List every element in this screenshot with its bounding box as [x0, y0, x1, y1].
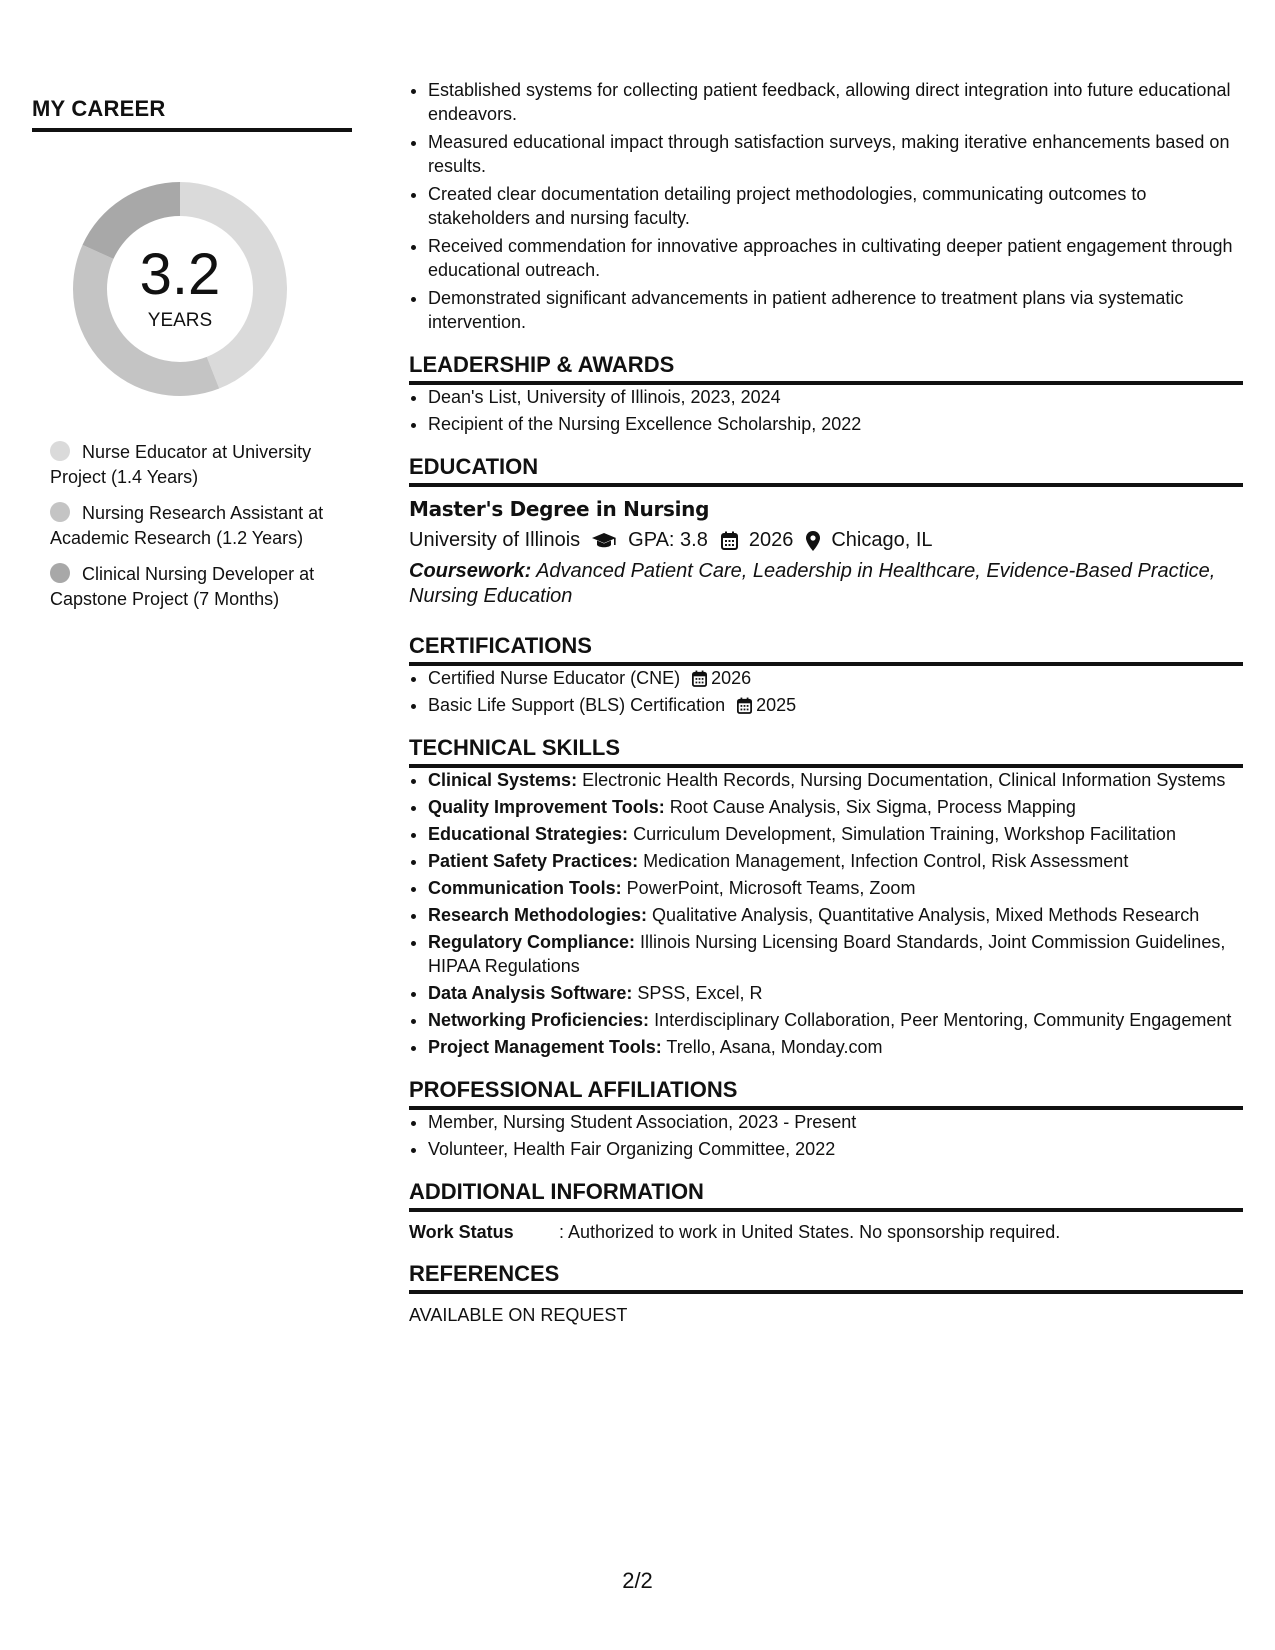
career-sidebar [32, 96, 352, 623]
coursework [409, 559, 1243, 609]
list-item [428, 822, 1243, 846]
affiliations-list [409, 1110, 1243, 1161]
location-pin-icon [806, 531, 820, 551]
legend-dot [50, 441, 70, 461]
affiliations-section [409, 1077, 1243, 1161]
skills-section [409, 735, 1243, 1059]
skill-category: Quality Improvement Tools: [428, 797, 665, 817]
skill-category: Networking Proficiencies: [428, 1010, 650, 1030]
work-status-value: : Authorized to work in United States. No sponsorship required. [559, 1222, 1061, 1242]
section-title: ADDITIONAL INFORMATION [409, 1179, 1243, 1212]
career-legend [50, 440, 340, 612]
calendar-icon [692, 670, 707, 687]
gpa: GPA: 3.8 [628, 529, 708, 551]
resume-main [409, 78, 1243, 1326]
skill-category: Data Analysis Software: [428, 983, 633, 1003]
skill-values: Root Cause Analysis, Six Sigma, Process Mapping [664, 797, 1076, 817]
list-item: • Member, Nursing Student Association, 2023 - Present [428, 1110, 1243, 1134]
list-item [428, 849, 1243, 873]
section-title: EDUCATION [409, 454, 1243, 487]
legend-item [50, 562, 340, 612]
list-item: • Volunteer, Health Fair Organizing Committee, 2022 [428, 1137, 1243, 1161]
list-item [428, 1008, 1243, 1032]
education-details [409, 529, 1243, 552]
skill-values: Trello, Asana, Monday.com [661, 1037, 883, 1057]
skill-values: Qualitative Analysis, Quantitative Analysis, Mixed Methods Research [647, 905, 1200, 925]
legend-item [50, 440, 340, 490]
education-section [409, 454, 1243, 609]
leadership-list [409, 385, 1243, 436]
references-text: AVAILABLE ON REQUEST [409, 1305, 628, 1325]
skills-list [409, 768, 1243, 1059]
skill-values: PowerPoint, Microsoft Teams, Zoom [621, 878, 916, 898]
experience-bullets [409, 78, 1243, 334]
list-item: • Received commendation for innovative approaches in cultivating deeper patient engagement through educational outreach. [428, 234, 1243, 282]
list-item [428, 693, 1243, 717]
additional-section [409, 1179, 1243, 1243]
skill-category: Project Management Tools: [428, 1037, 662, 1057]
certifications-section [409, 633, 1243, 717]
certification-year: 2025 [756, 695, 797, 715]
legend-label: Nurse Educator at University Project (1.4 Years) [50, 442, 312, 487]
total-years-unit: YEARS [147, 310, 213, 331]
list-item [428, 666, 1243, 690]
legend-label: Clinical Nursing Developer at Capstone Project (7 Months) [50, 564, 315, 609]
career-donut-chart [65, 174, 295, 404]
graduation-cap-icon [591, 532, 617, 550]
skill-values: Medication Management, Infection Control, Risk Assessment [638, 851, 1129, 871]
total-years-value: 3.2 [139, 242, 221, 307]
section-title: PROFESSIONAL AFFILIATIONS [409, 1077, 1243, 1110]
list-item: • Recipient of the Nursing Excellence Scholarship, 2022 [428, 412, 1243, 436]
school-location: Chicago, IL [831, 529, 933, 551]
section-title: LEADERSHIP & AWARDS [409, 352, 1243, 385]
work-status-row [409, 1222, 1243, 1243]
certification-year: 2026 [711, 668, 752, 688]
skill-values: Electronic Health Records, Nursing Documentation, Clinical Information Systems [577, 770, 1226, 790]
list-item [428, 768, 1243, 792]
calendar-icon [737, 697, 752, 714]
list-item: • Established systems for collecting patient feedback, allowing direct integration into future educational endeavors. [428, 78, 1243, 126]
list-item: • Demonstrated significant advancements in patient adherence to treatment plans via systematic intervention. [428, 286, 1243, 334]
list-item: • Measured educational impact through satisfaction surveys, making iterative enhancements based on results. [428, 130, 1243, 178]
list-item [428, 795, 1243, 819]
section-title: TECHNICAL SKILLS [409, 735, 1243, 768]
skill-values: Illinois Nursing Licensing Board Standards, Joint Commission Guidelines, HIPAA Regulations [428, 932, 1226, 976]
work-status-label: Work Status [409, 1222, 514, 1242]
skill-category: Educational Strategies: [428, 824, 629, 844]
career-title: MY CAREER [32, 96, 352, 132]
calendar-icon [721, 531, 738, 550]
skill-category: Patient Safety Practices: [428, 851, 639, 871]
section-title: REFERENCES [409, 1261, 1243, 1294]
list-item [428, 981, 1243, 1005]
skill-values: Curriculum Development, Simulation Training, Workshop Facilitation [628, 824, 1176, 844]
certifications-list [409, 666, 1243, 717]
skill-values: SPSS, Excel, R [632, 983, 763, 1003]
list-item [428, 930, 1243, 978]
coursework-list: Advanced Patient Care, Leadership in Healthcare, Evidence-Based Practice, Nursing Education [409, 560, 1216, 607]
legend-item [50, 501, 340, 551]
list-item: • Dean's List, University of Illinois, 2023, 2024 [428, 385, 1243, 409]
skill-values: Interdisciplinary Collaboration, Peer Mentoring, Community Engagement [649, 1010, 1232, 1030]
skill-category: Clinical Systems: [428, 770, 578, 790]
legend-dot [50, 563, 70, 583]
skill-category: Research Methodologies: [428, 905, 648, 925]
references-section [409, 1261, 1243, 1326]
list-item [428, 903, 1243, 927]
certification-name: Basic Life Support (BLS) Certification [428, 695, 726, 715]
certification-name: Certified Nurse Educator (CNE) [428, 668, 681, 688]
coursework-label: Coursework: [409, 560, 532, 582]
graduation-year: 2026 [748, 529, 794, 551]
list-item [428, 1035, 1243, 1059]
leadership-section [409, 352, 1243, 436]
degree-title: Master's Degree in Nursing [409, 497, 710, 521]
legend-label: Nursing Research Assistant at Academic Research (1.2 Years) [50, 503, 324, 548]
skill-category: Communication Tools: [428, 878, 622, 898]
list-item [428, 876, 1243, 900]
skill-category: Regulatory Compliance: [428, 932, 636, 952]
school-name: University of Illinois [409, 529, 581, 551]
list-item: • Created clear documentation detailing project methodologies, communicating outcomes to stakeholders and nursing faculty. [428, 182, 1243, 230]
section-title: CERTIFICATIONS [409, 633, 1243, 666]
donut-center [65, 174, 295, 404]
legend-dot [50, 502, 70, 522]
page-number: 2/2 [622, 1568, 653, 1593]
